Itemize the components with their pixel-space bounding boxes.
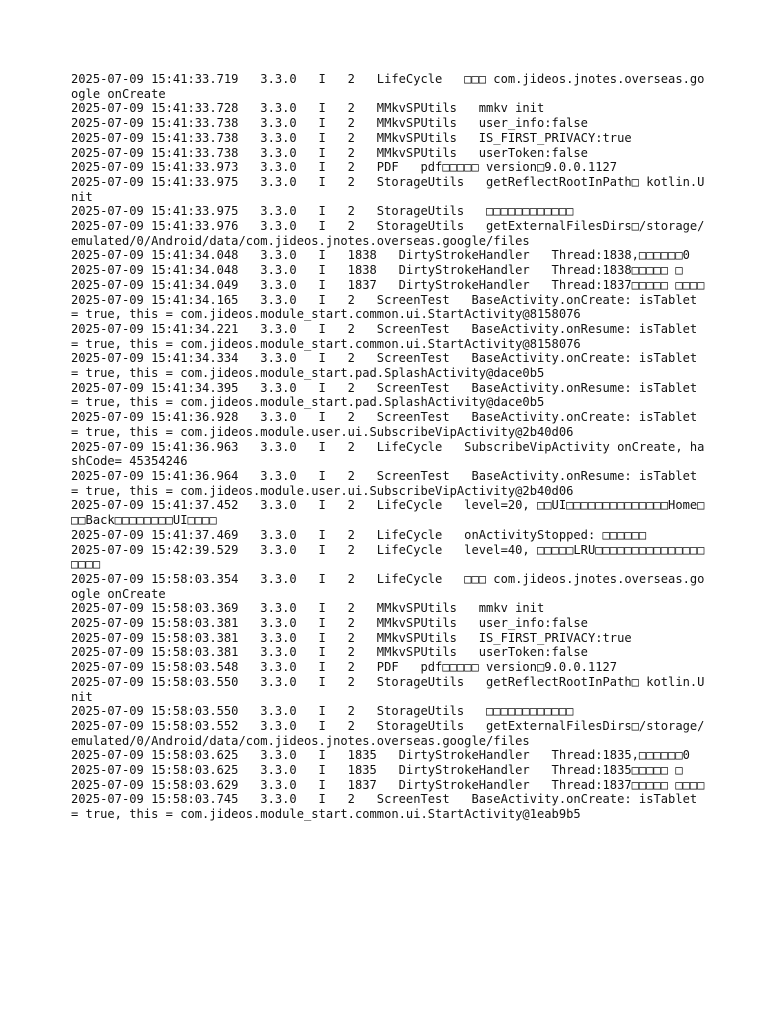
log-entry: 2025-07-09 15:41:34.049 3.3.0 I 1837 DirtyStrokeHandler Thread:1837□□□□□ □□□□ (71, 277, 705, 292)
log-entry: 2025-07-09 15:41:33.738 3.3.0 I 2 MMkvSPUtils userToken:false (71, 145, 588, 160)
log-entry: 2025-07-09 15:58:03.354 3.3.0 I 2 LifeCycle □□□ com.jideos.jnotes.overseas.google onCreate (71, 571, 705, 601)
log-entry: 2025-07-09 15:58:03.381 3.3.0 I 2 MMkvSPUtils userToken:false (71, 645, 588, 660)
log-entry: 2025-07-09 15:58:03.548 3.3.0 I 2 PDF pdf□□□□□ version□9.0.0.1127 (71, 660, 618, 675)
log-entry: 2025-07-09 15:58:03.550 3.3.0 I 2 StorageUtils □□□□□□□□□□□□ (71, 704, 574, 719)
log-entry: 2025-07-09 15:41:33.976 3.3.0 I 2 StorageUtils getExternalFilesDirs□/storage/emulated/0/Android/data/com.jideos.jnotes.overseas.google/files (71, 219, 705, 248)
log-text (71, 72, 711, 822)
log-entry: 2025-07-09 15:41:37.469 3.3.0 I 2 LifeCycle onActivityStopped: □□□□□□ (71, 527, 647, 542)
log-entry: 2025-07-09 15:58:03.381 3.3.0 I 2 MMkvSPUtils IS_FIRST_PRIVACY:true (71, 630, 632, 645)
log-entry: 2025-07-09 15:41:33.728 3.3.0 I 2 MMkvSPUtils mmkv init (71, 101, 545, 116)
log-entry: 2025-07-09 15:41:36.963 3.3.0 I 2 LifeCycle SubscribeVipActivity onCreate, hashCode= 45354246 (71, 439, 705, 469)
log-entry: 2025-07-09 15:41:36.928 3.3.0 I 2 ScreenTest BaseActivity.onCreate: isTablet = true, this = com.jideos.module.user.ui.SubscribeVipActivity@2b40d06 (71, 410, 705, 439)
log-entry: 2025-07-09 15:41:33.719 3.3.0 I 2 LifeCycle □□□ com.jideos.jnotes.overseas.google onCreate (71, 72, 705, 101)
log-entry: 2025-07-09 15:41:33.975 3.3.0 I 2 StorageUtils □□□□□□□□□□□□ (71, 204, 574, 219)
log-entry: 2025-07-09 15:58:03.369 3.3.0 I 2 MMkvSPUtils mmkv init (71, 601, 545, 616)
log-entry: 2025-07-09 15:41:34.048 3.3.0 I 1838 DirtyStrokeHandler Thread:1838,□□□□□□0 (71, 248, 690, 263)
log-entry: 2025-07-09 15:41:33.973 3.3.0 I 2 PDF pdf□□□□□ version□9.0.0.1127 (71, 160, 618, 175)
log-entry: 2025-07-09 15:58:03.550 3.3.0 I 2 StorageUtils getReflectRootInPath□ kotlin.Unit (71, 674, 705, 704)
log-entry: 2025-07-09 15:41:34.048 3.3.0 I 1838 DirtyStrokeHandler Thread:1838□□□□□ □ (71, 263, 683, 278)
log-entry: 2025-07-09 15:41:34.395 3.3.0 I 2 ScreenTest BaseActivity.onResume: isTablet = true, this = com.jideos.module_start.pad.SplashActivity@dace0b5 (71, 380, 705, 410)
log-entry: 2025-07-09 15:58:03.381 3.3.0 I 2 MMkvSPUtils user_info:false (71, 616, 588, 631)
log-entry: 2025-07-09 15:41:34.334 3.3.0 I 2 ScreenTest BaseActivity.onCreate: isTablet = true, this = com.jideos.module_start.pad.SplashActivity@dace0b5 (71, 351, 705, 381)
log-entry: 2025-07-09 15:58:03.552 3.3.0 I 2 StorageUtils getExternalFilesDirs□/storage/emulated/0/Android/data/com.jideos.jnotes.overseas.google/files (71, 718, 705, 748)
log-entry: 2025-07-09 15:58:03.745 3.3.0 I 2 ScreenTest BaseActivity.onCreate: isTablet = true, this = com.jideos.module_start.common.ui.StartActivity@1eab9b5 (71, 792, 705, 822)
log-entry: 2025-07-09 15:41:33.738 3.3.0 I 2 MMkvSPUtils user_info:false (71, 116, 588, 131)
log-entry: 2025-07-09 15:41:34.165 3.3.0 I 2 ScreenTest BaseActivity.onCreate: isTablet = true, this = com.jideos.module_start.common.ui.StartActivity@8158076 (71, 292, 705, 322)
log-entry: 2025-07-09 15:41:37.452 3.3.0 I 2 LifeCycle level=20, □□UI□□□□□□□□□□□□□□Home□□□Back□□□□□□□□UI□□□□ (71, 498, 705, 528)
log-entry: 2025-07-09 15:42:39.529 3.3.0 I 2 LifeCycle level=40, □□□□□LRU□□□□□□□□□□□□□□□□□□□ (71, 542, 705, 572)
log-entry: 2025-07-09 15:41:33.975 3.3.0 I 2 StorageUtils getReflectRootInPath□ kotlin.Unit (71, 174, 705, 204)
log-entry: 2025-07-09 15:58:03.625 3.3.0 I 1835 DirtyStrokeHandler Thread:1835□□□□□ □ (71, 763, 683, 778)
log-entry: 2025-07-09 15:58:03.629 3.3.0 I 1837 DirtyStrokeHandler Thread:1837□□□□□ □□□□ (71, 777, 705, 792)
log-entry: 2025-07-09 15:58:03.625 3.3.0 I 1835 DirtyStrokeHandler Thread:1835,□□□□□□0 (71, 748, 690, 763)
log-entry: 2025-07-09 15:41:33.738 3.3.0 I 2 MMkvSPUtils IS_FIRST_PRIVACY:true (71, 130, 632, 145)
log-entry: 2025-07-09 15:41:36.964 3.3.0 I 2 ScreenTest BaseActivity.onResume: isTablet = true, this = com.jideos.module.user.ui.SubscribeVipActivity@2b40d06 (71, 468, 705, 498)
log-entry: 2025-07-09 15:41:34.221 3.3.0 I 2 ScreenTest BaseActivity.onResume: isTablet = true, this = com.jideos.module_start.common.ui.StartActivity@8158076 (71, 321, 705, 351)
